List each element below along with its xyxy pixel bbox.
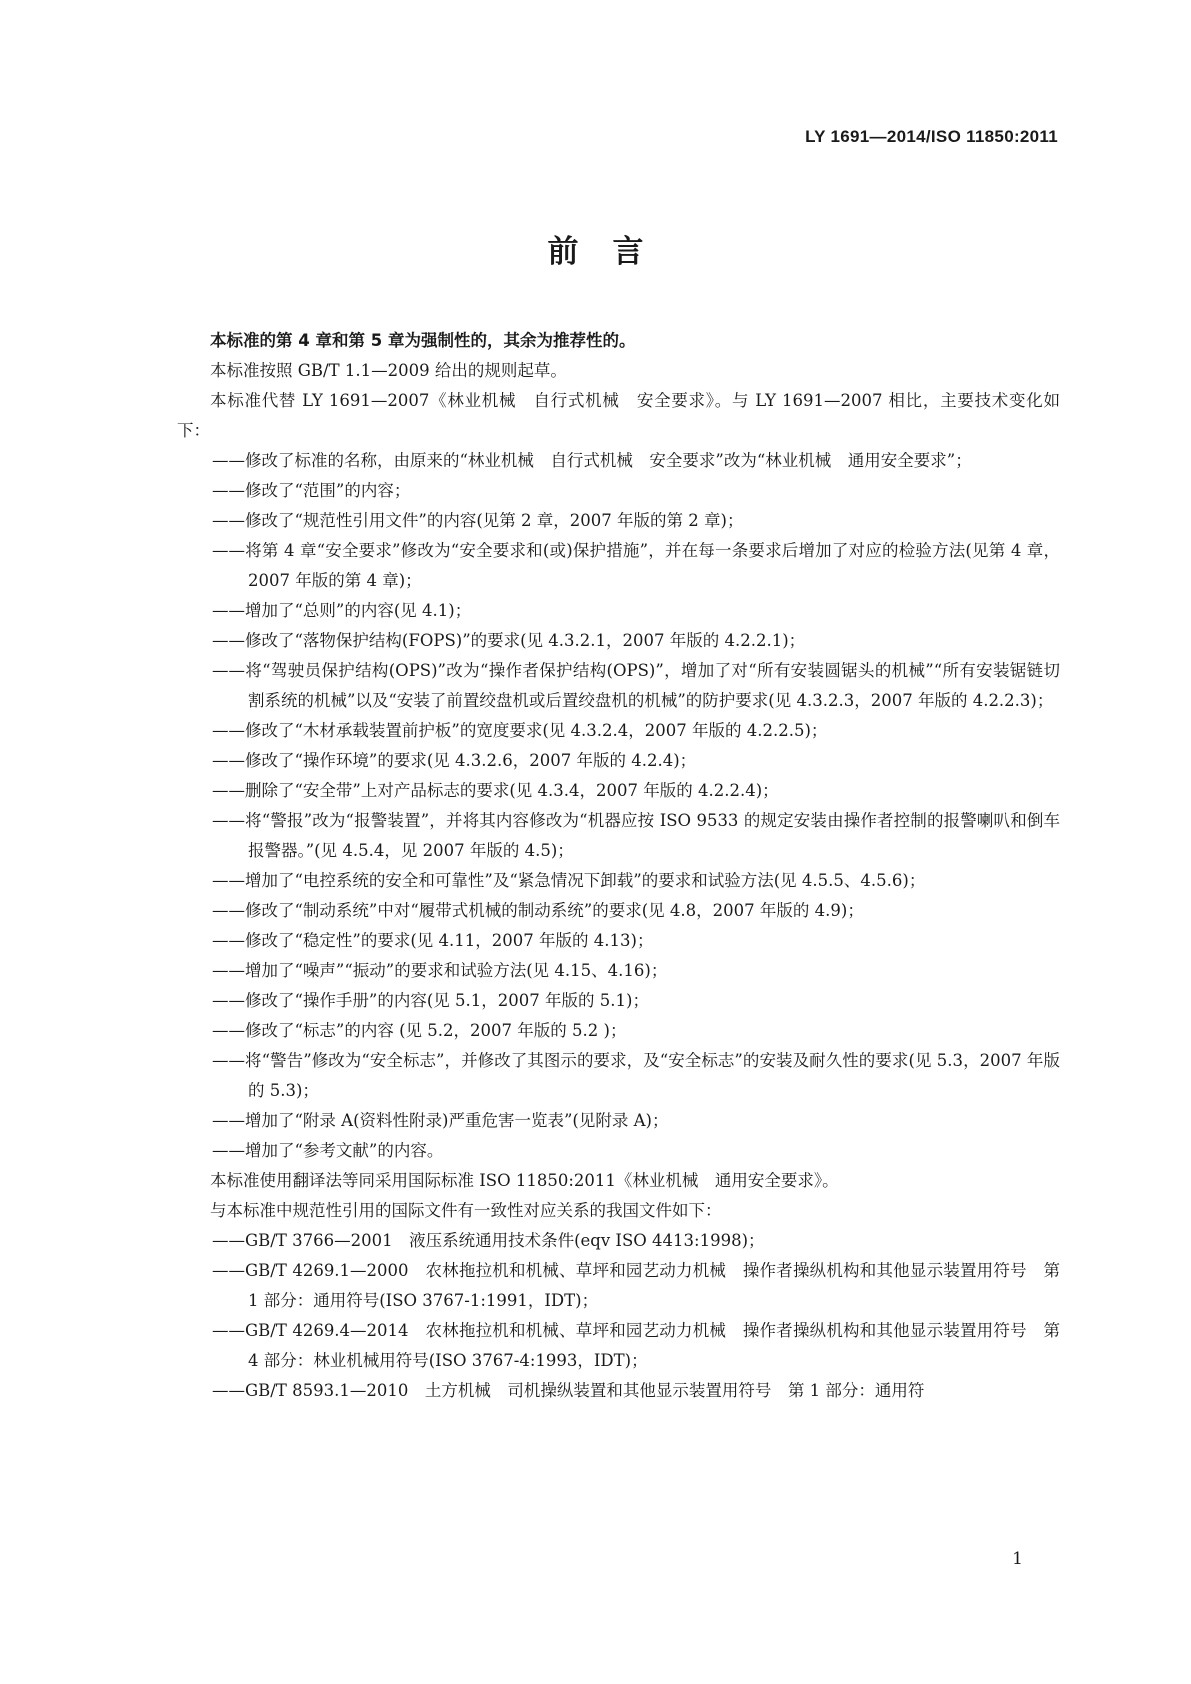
list-item: ——增加了“噪声”“振动”的要求和试验方法(见 4.15、4.16)； — [212, 961, 668, 980]
list-item: ——修改了“操作环境”的要求(见 4.3.2.6，2007 年版的 4.2.4)； — [212, 751, 697, 770]
changes-list — [177, 446, 1060, 1166]
page-number: 1 — [1012, 1549, 1023, 1569]
list-item: ——修改了“标志”的内容 (见 5.2，2007 年版的 5.2 )； — [212, 1021, 627, 1040]
drafting-rule-paragraph: 本标准按照 GB/T 1.1—2009 给出的规则起草。 — [210, 361, 567, 380]
list-item: ——修改了“操作手册”的内容(见 5.1，2007 年版的 5.1)； — [212, 991, 649, 1010]
list-item: ——修改了“落物保护结构(FOPS)”的要求(见 4.3.2.1，2007 年版的 4.2.2.1)； — [212, 631, 806, 650]
list-item: ——将“警告”修改为“安全标志”，并修改了其图示的要求，及“安全标志”的安装及耐久性的要求(见 5.3，2007 年版的 5.3)； — [212, 1051, 1060, 1100]
list-item: ——GB/T 3766—2001 液压系统通用技术条件(eqv ISO 4413:1998)； — [212, 1231, 765, 1250]
list-item: ——增加了“总则”的内容(见 4.1)； — [212, 601, 472, 620]
list-item: ——修改了“稳定性”的要求(见 4.11，2007 年版的 4.13)； — [212, 931, 654, 950]
list-item: ——GB/T 8593.1—2010 土方机械 司机操纵装置和其他显示装置用符号 第 1 部分：通用符 — [212, 1381, 925, 1400]
list-item: ——修改了“范围”的内容； — [212, 481, 411, 500]
adoption-paragraph: 本标准使用翻译法等同采用国际标准 ISO 11850:2011《林业机械 通用安全要求》。 — [210, 1171, 839, 1190]
list-item: ——GB/T 4269.1—2000 农林拖拉机和机械、草坪和园艺动力机械 操作者操纵机构和其他显示装置用符号 第 1 部分：通用符号(ISO 3767-1:1991，IDT)； — [212, 1261, 1060, 1310]
list-item: ——增加了“附录 A(资料性附录)严重危害一览表”(见附录 A)； — [212, 1111, 669, 1130]
list-item: ——修改了“木材承载装置前护板”的宽度要求(见 4.3.2.4，2007 年版的 4.2.2.5)； — [212, 721, 828, 740]
page-title: 前言 — [547, 234, 678, 270]
list-item: ——将“驾驶员保护结构(OPS)”改为“操作者保护结构(OPS)”，增加了对“所有安装圆锯头的机械”“所有安装锯链切割系统的机械”以及“安装了前置绞盘机或后置绞盘机的机械”的防护要求(见 4.3.2.3，2007 年版的 4.2.2.3)； — [212, 661, 1060, 710]
list-item: ——增加了“电控系统的安全和可靠性”及“紧急情况下卸载”的要求和试验方法(见 4.5.5、4.5.6)； — [212, 871, 926, 890]
references-list — [177, 1226, 1060, 1406]
correspondence-paragraph: 与本标准中规范性引用的国际文件有一致性对应关系的我国文件如下： — [210, 1201, 722, 1220]
list-item: ——删除了“安全带”上对产品标志的要求(见 4.3.4，2007 年版的 4.2.2.4)； — [212, 781, 779, 800]
list-item: ——将第 4 章“安全要求”修改为“安全要求和(或)保护措施”，并在每一条要求后增加了对应的检验方法(见第 4 章，2007 年版的第 4 章)； — [212, 541, 1060, 590]
list-item: ——GB/T 4269.4—2014 农林拖拉机和机械、草坪和园艺动力机械 操作者操纵机构和其他显示装置用符号 第 4 部分：林业机械用符号(ISO 3767-4:1993，IDT)； — [212, 1321, 1060, 1370]
list-item: ——修改了“制动系统”中对“履带式机械的制动系统”的要求(见 4.8，2007 年版的 4.9)； — [212, 901, 864, 920]
list-item: ——将“警报”改为“报警装置”，并将其内容修改为“机器应按 ISO 9533 的规定安装由操作者控制的报警喇叭和倒车报警器。”(见 4.5.4，见 2007 年版的 4.5)； — [212, 811, 1060, 860]
list-item: ——修改了标准的名称，由原来的“林业机械 自行式机械 安全要求”改为“林业机械 通用安全要求”； — [212, 451, 972, 470]
foreword-body — [177, 326, 1060, 1406]
list-item: ——增加了“参考文献”的内容。 — [212, 1141, 444, 1160]
replacement-paragraph: 本标准代替 LY 1691—2007《林业机械 自行式机械 安全要求》。与 LY 1691—2007 相比，主要技术变化如下： — [177, 391, 1060, 440]
list-item: ——修改了“规范性引用文件”的内容(见第 2 章，2007 年版的第 2 章)； — [212, 511, 744, 530]
standard-code: LY 1691—2014/ISO 11850:2011 — [805, 127, 1058, 146]
mandatory-statement: 本标准的第 4 章和第 5 章为强制性的，其余为推荐性的。 — [210, 331, 636, 350]
